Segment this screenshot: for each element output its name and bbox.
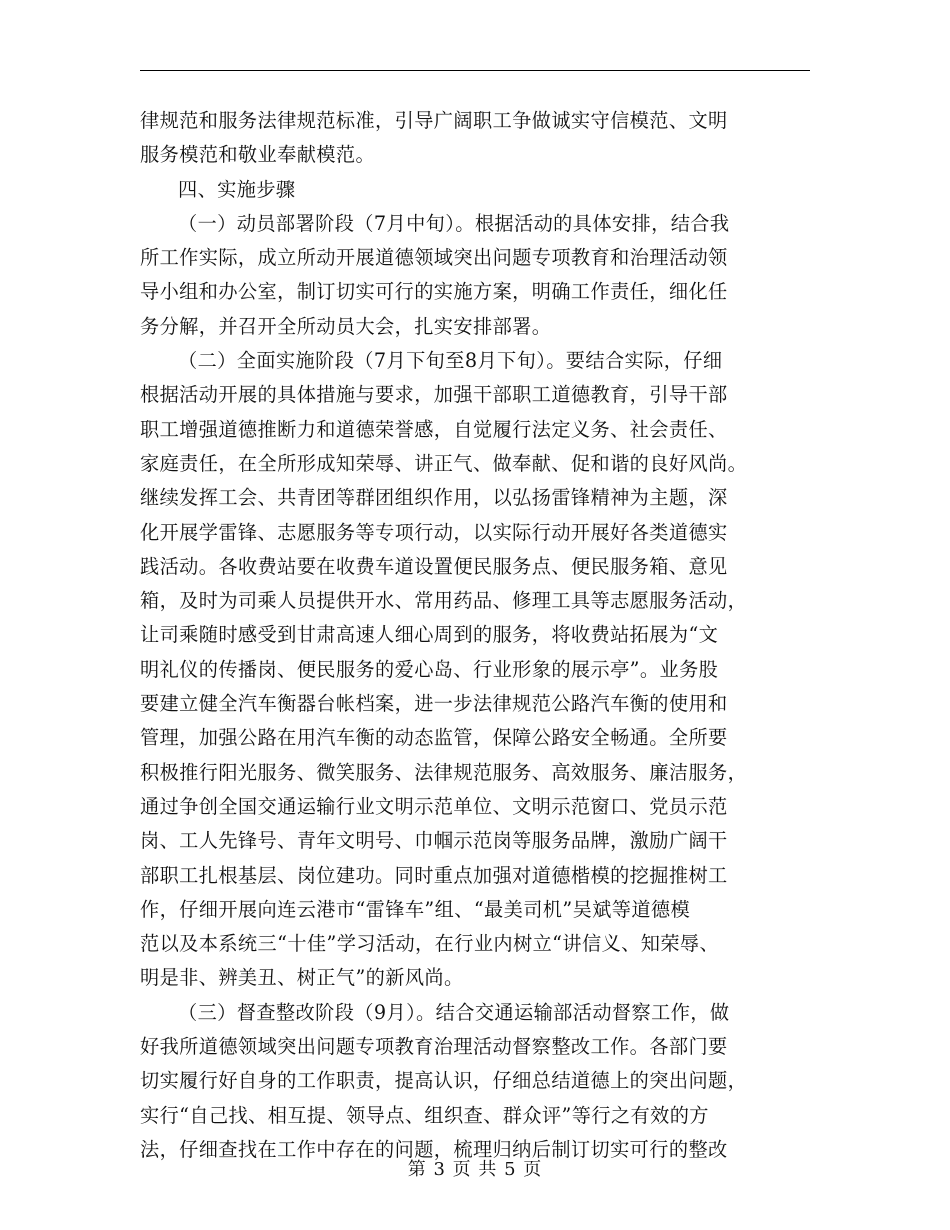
text-line: 要建立健全汽车衡器台帐档案，进一步法律规范公路汽车衡的使用和 <box>140 692 728 716</box>
text-line: 作，仔细开展向连云港市“雷锋车”组、“最美司机”吴斌等道德模 <box>140 897 691 921</box>
text-line: 家庭责任，在全所形成知荣辱、讲正气、做奉献、促和谐的良好风尚。 <box>140 451 748 475</box>
text-line: 根据活动开展的具体措施与要求，加强干部职工道德教育，引导干部 <box>140 383 728 407</box>
text-line: 服务模范和敬业奉献模范。 <box>140 143 376 167</box>
text-line: 范以及本系统三“十佳”学习活动，在行业内树立“讲信义、知荣辱、 <box>140 932 720 956</box>
text-line: 通过争创全国交通运输行业文明示范单位、文明示范窗口、党员示范 <box>140 794 728 818</box>
text-line: 明是非、辨美丑、树正气”的新风尚。 <box>140 966 464 990</box>
text-line: 职工增强道德推断力和道德荣誉感，自觉履行法定义务、社会责任、 <box>140 417 728 441</box>
document-body <box>140 104 810 1167</box>
text-line: （三）督查整改阶段（9月）。结合交通运输部活动督察工作，做 <box>178 1000 730 1024</box>
text-line: 所工作实际，成立所动开展道德领域突出问题专项教育和治理活动领 <box>140 246 728 270</box>
text-line: 让司乘随时感受到甘肃高速人细心周到的服务，将收费站拓展为“文 <box>140 623 719 647</box>
text-line: 务分解，并召开全所动员大会，扎实安排部署。 <box>140 314 552 338</box>
text-line: 管理，加强公路在用汽车衡的动态监管，保障公路安全畅通。全所要 <box>140 726 728 750</box>
text-line: （一）动员部署阶段（7月中旬）。根据活动的具体安排，结合我 <box>178 211 730 235</box>
page-footer: 第 3 页 共 5 页 <box>407 1159 543 1180</box>
text-line: 践活动。各收费站要在收费车道设置便民服务点、便民服务箱、意见 <box>140 554 728 578</box>
text-line: 四、实施步骤 <box>178 177 296 201</box>
text-line: 切实履行好自身的工作职责，提高认识，仔细总结道德上的突出问题， <box>140 1069 748 1093</box>
text-line: 导小组和办公室，制订切实可行的实施方案，明确工作责任，细化任 <box>140 280 728 304</box>
header-rule <box>140 70 810 71</box>
text-line: 实行“自己找、相互提、领导点、组织查、群众评”等行之有效的方 <box>140 1103 709 1127</box>
text-line: 部职工扎根基层、岗位建功。同时重点加强对道德楷模的挖掘推树工 <box>140 863 728 887</box>
text-line: 明礼仪的传播岗、便民服务的爱心岛、行业形象的展示亭”。业务股 <box>140 657 719 681</box>
text-line: （二）全面实施阶段（7月下旬至8月下旬）。要结合实际，仔细 <box>178 349 723 373</box>
text-line: 好我所道德领域突出问题专项教育治理活动督察整改工作。各部门要 <box>140 1035 728 1059</box>
text-line: 岗、工人先锋号、青年文明号、巾帼示范岗等服务品牌，激励广阔干 <box>140 829 728 853</box>
text-line: 律规范和服务法律规范标准，引导广阔职工争做诚实守信模范、文明 <box>140 109 728 132</box>
text-line: 继续发挥工会、共青团等群团组织作用，以弘扬雷锋精神为主题，深 <box>140 486 728 510</box>
text-line: 箱，及时为司乘人员提供开水、常用药品、修理工具等志愿服务活动， <box>140 589 748 613</box>
text-line: 化开展学雷锋、志愿服务等专项行动，以实际行动开展好各类道德实 <box>140 520 728 544</box>
text-line: 积极推行阳光服务、微笑服务、法律规范服务、高效服务、廉洁服务， <box>140 760 748 784</box>
text-line: 法，仔细查找在工作中存在的问题，梳理归纳后制订切实可行的整改 <box>140 1137 728 1161</box>
